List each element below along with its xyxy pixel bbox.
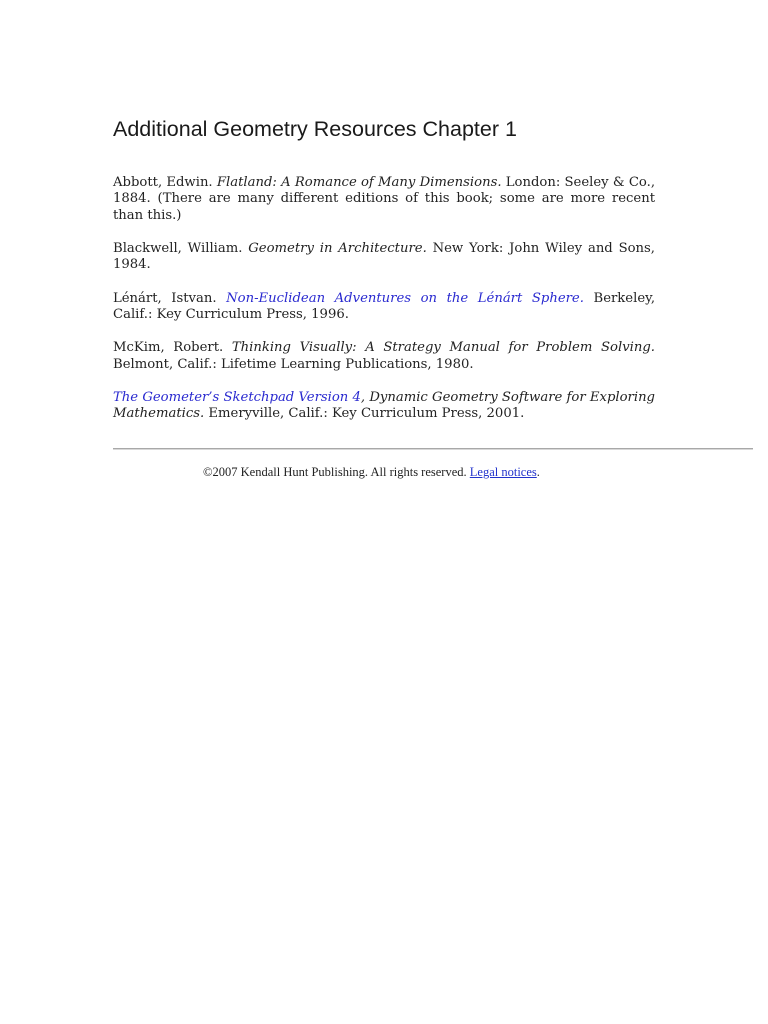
footer	[203, 465, 540, 480]
reference-title-link[interactable]: The Geometer’s Sketchpad Version 4	[113, 389, 361, 405]
reference-item-lenart	[113, 291, 655, 324]
footer-divider	[113, 448, 753, 450]
copyright-text: ©2007 Kendall Hunt Publishing. All rights reserved.	[203, 465, 470, 479]
reference-publication: Belmont, Calif.: Lifetime Learning Publications, 1980.	[113, 356, 474, 372]
reference-subtitle: , Dynamic Geometry Software for Exploring Mathematics.	[113, 389, 655, 422]
reference-publication: Emeryville, Calif.: Key Curriculum Press, 2001.	[204, 406, 525, 422]
footer-period: .	[536, 465, 540, 479]
reference-author: Abbott, Edwin.	[113, 175, 217, 190]
reference-publication: Berkeley, Calif.: Key Curriculum Press, 1996.	[113, 290, 656, 323]
reference-title: Flatland: A Romance of Many Dimensions.	[216, 175, 502, 190]
legal-notices-link[interactable]: Legal notices	[469, 465, 537, 479]
reference-title: Thinking Visually: A Strategy Manual for Problem Solving.	[231, 340, 655, 356]
reference-list	[113, 175, 655, 439]
reference-author: McKim, Robert.	[113, 340, 232, 356]
page-title: Additional Geometry Resources Chapter 1	[113, 117, 517, 141]
reference-item-mckim	[113, 340, 655, 373]
reference-title-link[interactable]: Non-Euclidean Adventures on the Lénárt Sphere.	[226, 290, 584, 306]
reference-publication: London: Seeley & Co., 1884. (There are many different editions of this book; some are more recent than this.)	[113, 175, 656, 223]
reference-item-blackwell	[113, 241, 655, 274]
reference-title: Geometry in Architecture.	[248, 241, 427, 257]
reference-item-abbott	[113, 175, 655, 224]
reference-item-sketchpad	[113, 390, 655, 423]
reference-author: Lénárt, Istvan.	[113, 290, 227, 306]
reference-publication: New York: John Wiley and Sons, 1984.	[113, 241, 655, 273]
reference-author: Blackwell, William.	[113, 241, 249, 257]
